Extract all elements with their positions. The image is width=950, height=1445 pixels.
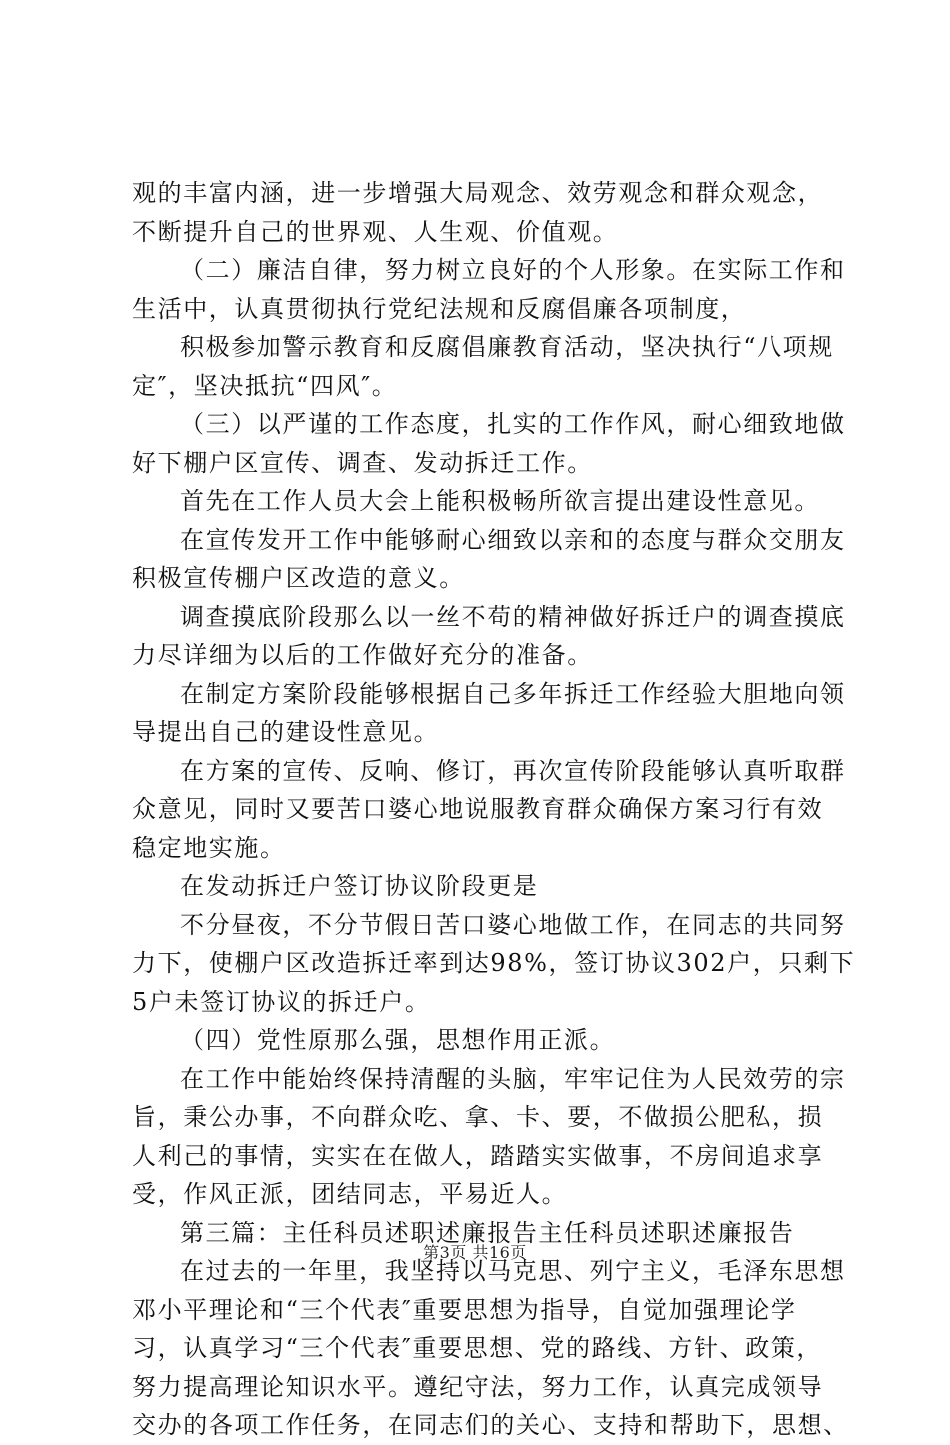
text-line: 众意见，同时又要苦口婆心地说服教育群众确保方案习行有效 (132, 795, 824, 823)
text-line: 在过去的一年里，我坚持以马克思、列宁主义，毛泽东思想 (180, 1257, 846, 1285)
text-line: 努力提高理论知识水平。遵纪守法，努力工作，认真完成领导 (132, 1372, 824, 1401)
text-line: 在方案的宣传、反响、修订，再次宣传阶段能够认真听取群 (180, 756, 846, 785)
text-line: 在发动拆迁户签订协议阶段更是 (180, 872, 539, 900)
text-line: （二）廉洁自律，努力树立良好的个人形象。在实际工作和 (180, 256, 846, 284)
text-line: （四）党性原那么强，思想作用正派。 (180, 1026, 616, 1054)
text-line: 在工作中能始终保持清醒的头脑，牢牢记住为人民效劳的宗 (180, 1064, 846, 1093)
text-line: 好下棚户区宣传、调查、发动拆迁工作。 (132, 448, 593, 477)
text-line: 首先在工作人员大会上能积极畅所欲言提出建设性意见。 (180, 487, 820, 515)
text-line: 积极宣传棚户区改造的意义。 (132, 564, 465, 592)
text-line: （三）以严谨的工作态度，扎实的工作作风，耐心细致地做 (180, 410, 846, 438)
text-line: 习，认真学习“三个代表″重要思想、党的路线、方针、政策， (132, 1334, 823, 1362)
text-line: 积极参加警示教育和反腐倡廉教育活动，坚决执行“八项规 (180, 333, 834, 361)
text-line: 稳定地实施。 (132, 833, 286, 862)
text-line: 生活中，认真贯彻执行党纪法规和反腐倡廉各项制度， (132, 294, 747, 323)
text-line: 调查摸底阶段那么以一丝不苟的精神做好拆迁户的调查摸底 (180, 602, 846, 631)
text-line: 力下，使棚户区改造拆迁率到达98%，签订协议302户，只剩下 (132, 949, 856, 977)
page-number-footer: 第3页 共16页 (423, 1243, 527, 1262)
text-line: 不断提升自己的世界观、人生观、价值观。 (132, 217, 619, 246)
text-line: 邓小平理论和“三个代表″重要思想为指导，自觉加强理论学 (132, 1295, 797, 1324)
text-line: 定″，坚决抵抗“四风″。 (132, 371, 398, 400)
text-line: 在制定方案阶段能够根据自己多年拆迁工作经验大胆地向领 (180, 679, 846, 708)
text-line: 不分昼夜，不分节假日苦口婆心地做工作，在同志的共同努 (180, 910, 846, 939)
text-line: 交办的各项工作任务，在同志们的关心、支持和帮助下，思想、 (132, 1411, 849, 1439)
text-line: 旨，秉公办事，不向群众吃、拿、卡、要，不做损公肥私，损 (132, 1103, 824, 1131)
text-line: 人利己的事情，实实在在做人，踏踏实实做事，不房间追求享 (132, 1141, 824, 1170)
text-line: 导提出自己的建设性意见。 (132, 718, 440, 746)
text-line: 观的丰富内涵，进一步增强大局观念、效劳观念和群众观念， (132, 179, 824, 207)
text-line: 5户未签订协议的拆迁户。 (132, 987, 431, 1016)
text-line: 力尽详细为以后的工作做好充分的准备。 (132, 641, 593, 669)
section-heading: 第三篇：主任科员述职述廉报告主任科员述职述廉报告 (180, 1218, 795, 1247)
text-line: 受，作风正派，团结同志，平易近人。 (132, 1180, 568, 1208)
text-line: 在宣传发开工作中能够耐心细致以亲和的态度与群众交朋友 (180, 525, 846, 554)
